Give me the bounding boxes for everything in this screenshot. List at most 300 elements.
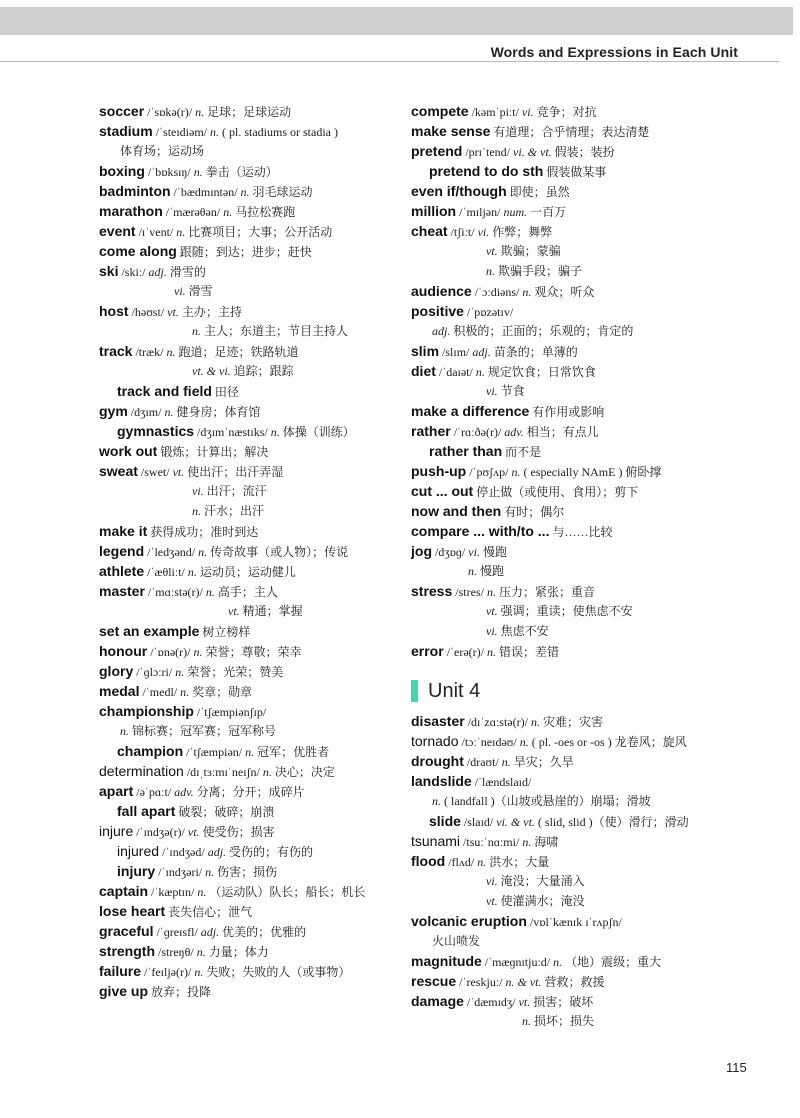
part-of-speech: vt. [486,604,498,618]
part-of-speech: n. [486,264,495,278]
headword: champion [117,743,184,759]
pronunciation: /ˈbɒksɪŋ/ [147,165,191,179]
pronunciation: /træk/ [135,345,164,359]
headword: cut ... out [411,483,474,499]
headword: track [99,343,133,359]
headword: strength [99,943,155,959]
right-column-entries [411,101,751,661]
part-of-speech: n. & vt. [505,975,542,989]
headword: badminton [99,183,171,199]
pronunciation: /ˈdæmɪdʒ/ [466,995,516,1009]
part-of-speech: vt. [486,244,498,258]
part-of-speech: n. [194,965,204,979]
headword: damage [411,993,464,1009]
vocab-entry [411,361,751,381]
pronunciation: /dɪˌtɜːmɪˈneɪʃn/ [186,765,260,779]
definition: 马拉松赛跑 [235,205,296,219]
vocab-entry [411,481,751,501]
definition: 节食 [500,384,525,398]
definition: 积极的；正面的；乐观的；肯定的 [453,324,634,338]
headword: make it [99,523,148,539]
vocab-entry [411,891,751,911]
vocab-entry [99,321,399,341]
pronunciation: /ˈpʊʃʌp/ [469,465,509,479]
vocab-entry [99,181,399,201]
definition: 滑雪的 [169,265,206,279]
headword: failure [99,963,142,979]
part-of-speech: vi. [521,105,534,119]
pronunciation: /tsuːˈnɑːmi/ [463,835,520,849]
definition: 受伤的；有伤的 [229,845,314,859]
vocab-entry [411,421,751,441]
vocab-entry [99,301,399,321]
definition: 体育场；运动场 [120,144,205,158]
vocab-entry [411,401,751,421]
headword: stress [411,583,453,599]
headword: track and field [117,383,212,399]
vocab-entry [411,121,751,141]
headword: glory [99,663,134,679]
definition: 错误；差错 [499,645,560,659]
pronunciation: /slɪm/ [442,345,470,359]
pronunciation: /ˈlændslaɪd/ [474,775,532,789]
headword: master [99,583,145,599]
vocab-entry [99,681,399,701]
headword: million [411,203,457,219]
part-of-speech: n. [487,645,496,659]
headword: push-up [411,463,467,479]
vocab-entry [411,751,751,771]
definition: 健身房；体育馆 [176,405,261,419]
definition: 丧失信心；泄气 [168,905,253,919]
pronunciation: /ˈpɒzətɪv/ [466,305,514,319]
vocab-entry [99,961,399,981]
headword: stadium [99,123,153,139]
pronunciation: /dɪˈzɑːstə(r)/ [467,715,528,729]
definition: 破裂；破碎；崩溃 [178,805,275,819]
headword: soccer [99,103,145,119]
definition: 强调；重读；使焦虑不安 [500,604,633,618]
part-of-speech: adj. [472,345,491,359]
definition: 体操（训练） [282,425,355,439]
definition: ( landfall )（山坡或悬崖的）崩塌；滑坡 [444,794,651,808]
pronunciation: /vɒlˈkænɪk ɪˈrʌpʃn/ [529,915,622,929]
part-of-speech: n. [468,564,477,578]
headword: captain [99,883,149,899]
pronunciation: /ˈsɒkə(r)/ [147,105,193,119]
pronunciation: /ˈmɪljən/ [459,205,501,219]
vocab-entry [411,641,751,661]
definition: 洪水；大量 [489,855,550,869]
vocab-entry [411,871,751,891]
vocab-entry [99,941,399,961]
pronunciation: /swet/ [140,465,170,479]
vocab-entry [411,851,751,871]
vocab-entry [411,811,751,831]
headword: legend [99,543,145,559]
headword: determination [99,763,184,779]
part-of-speech: n. [432,794,441,808]
vocab-entry [411,711,751,731]
headword: athlete [99,563,145,579]
definition: 决心；决定 [274,765,335,779]
part-of-speech: adj. [432,324,451,338]
definition: 有时；偶尔 [504,505,565,519]
part-of-speech: n. [522,1014,531,1028]
part-of-speech: vi. & vt. [513,145,552,159]
headword: magnitude [411,953,482,969]
definition: 锦标赛；冠军赛；冠军称号 [132,724,277,738]
headword: injury [117,863,156,879]
vocab-entry [411,561,751,581]
pronunciation: /ɪˈvent/ [138,225,174,239]
pronunciation: /skiː/ [121,265,146,279]
definition: 跑道；足迹；铁路轨道 [178,345,299,359]
part-of-speech: n. [511,465,521,479]
part-of-speech: vi. [192,484,204,498]
vocab-entry [99,361,399,381]
part-of-speech: n. [180,685,190,699]
headword: audience [411,283,472,299]
pronunciation: /ˈɡreɪsfl/ [156,925,198,939]
definition: 灾难；灾害 [542,715,603,729]
definition: 使受伤；损害 [202,825,275,839]
vocab-entry [411,261,751,281]
headword: make a difference [411,403,530,419]
definition: 营救；救援 [544,975,605,989]
headword: championship [99,703,194,719]
part-of-speech: n. [166,345,176,359]
vocab-entry [99,701,399,721]
part-of-speech: n. [205,585,215,599]
pronunciation: /ˈmedl/ [142,685,178,699]
vocab-entry [411,181,751,201]
definition: 竞争；对抗 [536,105,597,119]
part-of-speech: n. [501,755,511,769]
vocab-entry [99,421,399,441]
vocab-entry [99,541,399,561]
vocab-entry [99,141,399,161]
definition: 荣誉；尊敬；荣幸 [205,645,302,659]
headword: gymnastics [117,423,195,439]
pronunciation: /ˈɒnə(r)/ [150,645,191,659]
definition: 传奇故事（或人物）；传说 [210,545,349,559]
definition: 出汗；流汗 [206,484,267,498]
part-of-speech: vi. [477,225,490,239]
definition: 获得成功；准时到达 [150,525,259,539]
unit-title: Unit 4 [428,679,481,702]
definition: 有道理；合乎情理；表达清楚 [493,125,650,139]
vocab-entry [411,501,751,521]
definition: 优美的；优雅的 [222,925,307,939]
vocab-entry [99,561,399,581]
headword: jog [411,543,432,559]
headword: tornado [411,733,459,749]
definition: 羽毛球运动 [252,185,313,199]
vocab-entry [411,791,751,811]
definition: 使出汗；出汗弄湿 [187,465,284,479]
part-of-speech: n. [193,645,203,659]
headword: honour [99,643,148,659]
vocab-entry [99,621,399,641]
pronunciation: /flʌd/ [448,855,475,869]
part-of-speech: n. [164,405,174,419]
part-of-speech: n. [195,105,205,119]
part-of-speech: n. [475,365,485,379]
definition: 冠军；优胜者 [257,745,330,759]
part-of-speech: n. [192,504,201,518]
part-of-speech: n. [262,765,272,779]
definition: 有作用或影响 [532,405,605,419]
vocab-entry [411,321,751,341]
headword: boxing [99,163,145,179]
definition: 追踪；跟踪 [233,364,294,378]
vocab-entry [411,281,751,301]
headword: medal [99,683,140,699]
vocab-entry [411,771,751,791]
headword: flood [411,853,446,869]
vocab-entry [99,661,399,681]
pronunciation: /ˈrɑːðə(r)/ [453,425,502,439]
running-header: Words and Expressions in Each Unit [490,44,738,60]
part-of-speech: n. [210,125,220,139]
headword: give up [99,983,149,999]
part-of-speech: n. [240,185,250,199]
vocab-entry [99,481,399,501]
definition: 欺骗；蒙骗 [500,244,561,258]
definition: 运动员；运动健儿 [199,565,296,579]
headword: rather than [429,443,503,459]
headword: positive [411,303,464,319]
headword: ski [99,263,119,279]
definition: 即使；虽然 [509,185,570,199]
vocab-entry [411,161,751,181]
part-of-speech: adv. [504,425,524,439]
pronunciation: /ˈmæɡnɪtjuːd/ [484,955,551,969]
definition: 荣誉；光荣；赞美 [187,665,284,679]
definition: 苗条的；单薄的 [493,345,578,359]
part-of-speech: n. [197,885,207,899]
pronunciation: /ˈtʃæmpiən/ [186,745,243,759]
pronunciation: /ˈbædmɪntən/ [173,185,238,199]
definition: 拳击（运动） [205,165,278,179]
headword: pretend [411,143,463,159]
part-of-speech: n. [477,855,487,869]
definition: 奖章；勋章 [192,685,253,699]
vocab-entry [411,301,751,321]
definition: 停止做（或使用、食用）；剪下 [476,485,639,499]
pronunciation: /stres/ [455,585,484,599]
pronunciation: /kəmˈpiːt/ [471,105,519,119]
vocab-entry [99,641,399,661]
definition: 精通；掌握 [242,604,303,618]
vocab-entry [411,991,751,1011]
pronunciation: /ˈerə(r)/ [446,645,484,659]
definition: 主人；东道主；节目主持人 [204,324,349,338]
headword: rather [411,423,451,439]
definition: 高手；主人 [217,585,278,599]
headword: apart [99,783,134,799]
vocab-entry [411,731,751,751]
vocab-entry [411,201,751,221]
headword: volcanic eruption [411,913,527,929]
definition: 锻炼；计算出；解决 [160,445,269,459]
definition: ( pl. stadiums or stadia ) [222,125,338,139]
vocab-entry [99,381,399,401]
vocab-entry [411,911,751,931]
pronunciation: /ˈmærəθən/ [165,205,221,219]
part-of-speech: n. [270,425,280,439]
part-of-speech: vi. [486,624,498,638]
vocab-entry [99,601,399,621]
vocab-entry [99,161,399,181]
part-of-speech: vt. [518,995,531,1009]
vocab-entry [99,981,399,1001]
part-of-speech: n. [198,545,208,559]
pronunciation: /ˈdaɪət/ [438,365,473,379]
part-of-speech: vt. [172,465,185,479]
part-of-speech: vi. [174,284,186,298]
pronunciation: /ˈsteɪdiəm/ [155,125,208,139]
vocab-entry [411,971,751,991]
vocab-entry [411,461,751,481]
headword: gym [99,403,128,419]
vocab-entry [411,831,751,851]
part-of-speech: vt. [228,604,240,618]
definition: 旱灾；久旱 [513,755,574,769]
definition: 淹没；大量涌入 [500,874,585,888]
pronunciation: /ˈtʃæmpiənʃɪp/ [196,705,267,719]
headword: injured [117,843,160,859]
part-of-speech: vi. [486,874,498,888]
definition: 焦虑不安 [500,624,549,638]
definition: 分离；分开；成碎片 [196,785,305,799]
part-of-speech: n. [522,835,532,849]
vocab-entry [99,861,399,881]
definition: （运动队）队长；船长；机长 [209,885,366,899]
headword: event [99,223,136,239]
headword: disaster [411,713,465,729]
definition: 跟随；到达；进步；赶快 [179,245,312,259]
definition: 与……比较 [552,525,613,539]
vocab-entry [99,921,399,941]
vocab-entry [99,521,399,541]
vocab-entry [411,951,751,971]
headword: graceful [99,923,154,939]
pronunciation: /ˈreskjuː/ [459,975,503,989]
part-of-speech: vi. & vt. [496,815,535,829]
definition: 汗水；出汗 [204,504,265,518]
definition: 比赛项目；大事；公开活动 [188,225,333,239]
pronunciation: /ˈæθliːt/ [147,565,185,579]
headword: cheat [411,223,448,239]
part-of-speech: num. [503,205,528,219]
headword: tsunami [411,833,461,849]
vocab-entry [99,201,399,221]
vocab-entry [411,221,751,241]
pronunciation: /ˈmɑːstə(r)/ [147,585,203,599]
vocab-entry [99,461,399,481]
vocab-entry [411,581,751,601]
part-of-speech: vt. [167,305,179,319]
part-of-speech: n. [192,324,201,338]
part-of-speech: n. [175,665,185,679]
part-of-speech: adv. [174,785,194,799]
vocab-entry [411,1011,751,1031]
vocab-entry [99,741,399,761]
vocab-entry [99,121,399,141]
definition: 放弃；投降 [151,985,212,999]
definition: 火山喷发 [432,934,481,948]
headword: host [99,303,129,319]
vocab-entry [99,761,399,781]
headword: work out [99,443,158,459]
pronunciation: /draʊt/ [466,755,499,769]
pronunciation: /dʒɪmˈnæstɪks/ [197,425,268,439]
vocab-entry [99,801,399,821]
vocab-entry [411,381,751,401]
vocab-entry [411,931,751,951]
pronunciation: /tɔːˈneɪdəʊ/ [461,735,517,749]
pronunciation: /həʊst/ [131,305,165,319]
definition: 而不是 [505,445,542,459]
vocab-entry [411,521,751,541]
headword: make sense [411,123,491,139]
vocab-entry [411,621,751,641]
right-column [411,101,751,1031]
headword: rescue [411,973,457,989]
top-banner [0,7,793,35]
headword: injure [99,823,134,839]
unit-entries [411,711,751,1031]
headword: landslide [411,773,472,789]
part-of-speech: adj. [207,845,227,859]
part-of-speech: n. [486,585,496,599]
definition: 树立榜样 [202,625,251,639]
headword: drought [411,753,464,769]
headword: fall apart [117,803,176,819]
part-of-speech: vi. [486,384,498,398]
headword: set an example [99,623,200,639]
headword: lose heart [99,903,166,919]
headword: diet [411,363,436,379]
definition: 观众；听众 [534,285,595,299]
definition: 滑雪 [188,284,213,298]
pronunciation: /slaɪd/ [463,815,494,829]
part-of-speech: n. [205,865,215,879]
part-of-speech: vt. [187,825,200,839]
vocab-entry [411,101,751,121]
pronunciation: /dʒɒɡ/ [435,545,466,559]
vocab-entry [99,841,399,861]
headword: pretend to do sth [429,163,544,179]
definition: 使灌满水；淹没 [500,894,585,908]
definition: 伤害；损伤 [217,865,278,879]
part-of-speech: n. [530,715,540,729]
definition: 损坏；损失 [534,1014,595,1028]
part-of-speech: n. [553,955,563,969]
definition: 欺骗手段；骗子 [498,264,583,278]
pronunciation: /ˈɪndʒə(r)/ [136,825,185,839]
definition: 慢跑 [482,545,507,559]
headword: come along [99,243,177,259]
vocab-entry [99,781,399,801]
headword: error [411,643,444,659]
headword: marathon [99,203,163,219]
unit-accent-bar [411,680,418,702]
pronunciation: /tʃiːt/ [450,225,475,239]
vocab-entry [411,341,751,361]
